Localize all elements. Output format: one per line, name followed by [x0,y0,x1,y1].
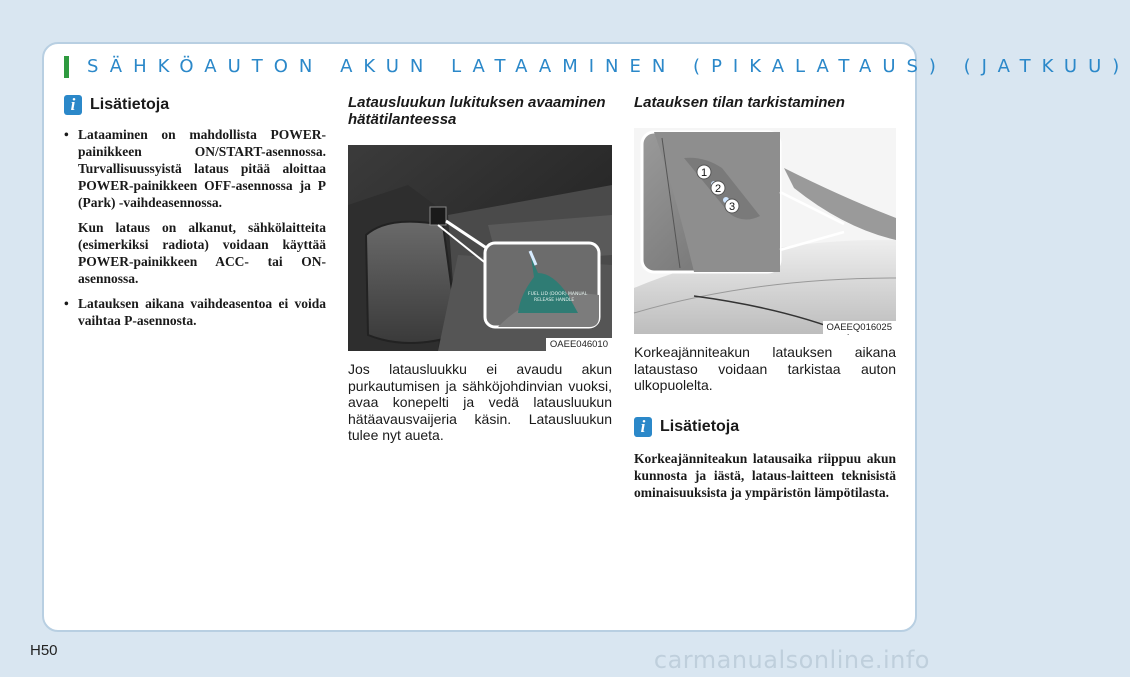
bullet-text: Lataaminen on mahdollista POWER-painikkeen ON/START-asennossa. Turvallisuussyistä lataus pitää aloittaa POWER-painikkeen OFF-asennossa ja P (Park) -vaihdeasennossa. [78,127,326,210]
trunk-photo [348,145,612,351]
body-paragraph: Jos latausluukku ei avaudu akun purkautumisen ja sähköjohdinvian vuoksi, avaa konepelti ja vedä latausluukun hätäavausvaijeria käsin. Latausluukun tulee nyt aueta. [348,361,612,443]
info-icon: i [64,95,82,115]
list-item [64,126,326,211]
image-caption: OAEEQ016025 [823,321,897,334]
image-caption: OAEE046010 [546,338,612,351]
info-body: Korkeajänniteakun latausaika riippuu akun kunnosta ja iästä, lataus-laitteen teknisistä ominaisuuksista ja ympäristön lämpötilasta. [634,450,896,500]
tag-label: FUEL LID (DOOR) MANUAL [528,292,588,297]
bullet-extra-paragraph: Kun lataus on alkanut, sähkölaitteita (esimerkiksi radiota) voidaan käyttää POWER-painikkeen ACC- tai ON-asennossa. [78,220,326,286]
info-title: Lisätietoja [660,417,740,435]
bullet-text: Latauksen aikana vaihdeasentoa ei voida vaihtaa P-asennosta. [78,296,326,328]
svg-text:1: 1 [700,167,708,179]
section-heading: Latausluukun lukituksen avaaminen hätätilanteessa [348,94,606,128]
info-title: Lisätietoja [90,96,170,113]
list-item [64,295,326,329]
info-bullet-list-2 [64,295,326,329]
callout-2 [711,181,725,195]
body-paragraph: Korkeajänniteakun latauksen aikana lataustaso voidaan tarkistaa auton ulkopuolelta. [634,344,896,393]
section-title: SÄHKÖAUTON AKUN LATAAMINEN (PIKALATAUS) (JATKUU) [87,56,1130,77]
car-photo [634,128,896,334]
info-icon: i [634,417,652,437]
column-emergency-release [348,90,612,444]
info-box-header [634,414,896,440]
info-box-header [64,92,326,118]
svg-text:2: 2 [714,183,722,195]
page-number: H50 [30,642,58,659]
trunk-illustration [348,145,612,351]
svg-text:3: 3 [728,201,736,213]
watermark: carmanualsonline.info [653,646,930,674]
info-bullet-list [64,126,326,211]
svg-text:RELEASE HANDLE: RELEASE HANDLE [534,298,575,303]
car-illustration [634,128,896,334]
column-charge-status [634,90,896,501]
column-info [64,90,326,329]
callout-1 [697,165,711,179]
section-heading: Latauksen tilan tarkistaminen [634,94,845,111]
section-title-bar [64,56,1130,78]
callout-3 [725,199,739,213]
